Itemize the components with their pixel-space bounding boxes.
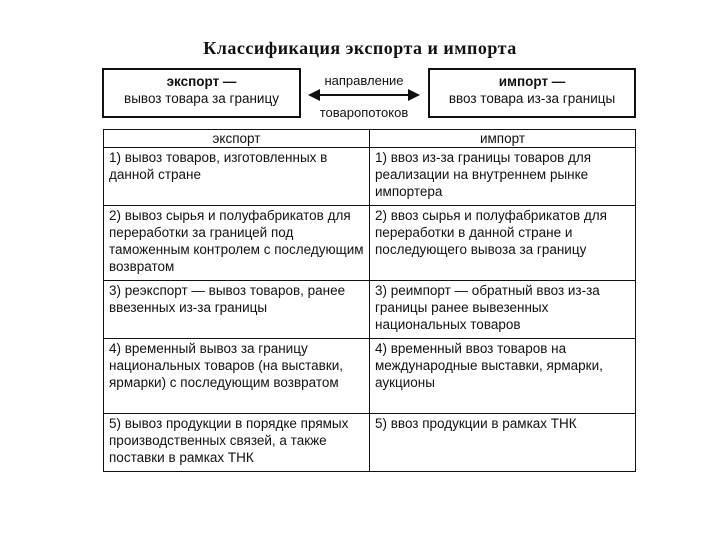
import-cell: 1) ввоз из-за границы товаров для реализации на внутреннем рынке импортера — [370, 148, 636, 206]
table-row — [104, 148, 636, 206]
header-export: экспорт — [104, 130, 370, 148]
import-definition-text: ввоз товара из-за границы — [448, 91, 616, 106]
import-definition-box — [428, 68, 636, 118]
import-cell: 3) реимпорт — обратный ввоз из-за границы ранее вывезенных национальных товаров — [370, 281, 636, 339]
import-cell: 2) ввоз сырья и полуфабрикатов для переработки в данной стране и последующего вывоза за границу — [370, 206, 636, 281]
table-row — [104, 281, 636, 339]
direction-label-top: направление — [324, 73, 404, 88]
table-row — [104, 414, 636, 472]
double-arrow-icon — [308, 88, 420, 102]
table-row — [104, 339, 636, 414]
table-row — [104, 206, 636, 281]
header-import: импорт — [370, 130, 636, 148]
export-definition-text: вывоз товара за границу — [124, 91, 279, 106]
page-title: Классификация экспорта и импорта — [203, 38, 517, 58]
import-cell: 4) временный ввоз товаров на международные выставки, ярмарки, аукционы — [370, 339, 636, 414]
export-cell: 2) вывоз сырья и полуфабрикатов для переработки за границей под таможенным контролем с последующим возвратом — [104, 206, 370, 281]
export-cell: 3) реэкспорт — вывоз товаров, ранее ввезенных из-за границы — [104, 281, 370, 339]
direction-label-bottom: товаропотоков — [319, 105, 409, 120]
export-definition-head: экспорт — — [166, 74, 237, 89]
export-cell: 1) вывоз товаров, изготовленных в данной стране — [104, 148, 370, 206]
import-definition-head: импорт — — [498, 74, 566, 89]
export-definition-box — [102, 68, 301, 118]
export-cell: 4) временный вывоз за границу национальных товаров (на выставки, ярмарки) с последующим возвратом — [104, 339, 370, 414]
classification-table — [103, 129, 636, 472]
export-cell: 5) вывоз продукции в порядке прямых производственных связей, а также поставки в рамках ТНК — [104, 414, 370, 472]
table-header-row — [104, 130, 636, 148]
import-cell: 5) ввоз продукции в рамках ТНК — [370, 414, 636, 472]
